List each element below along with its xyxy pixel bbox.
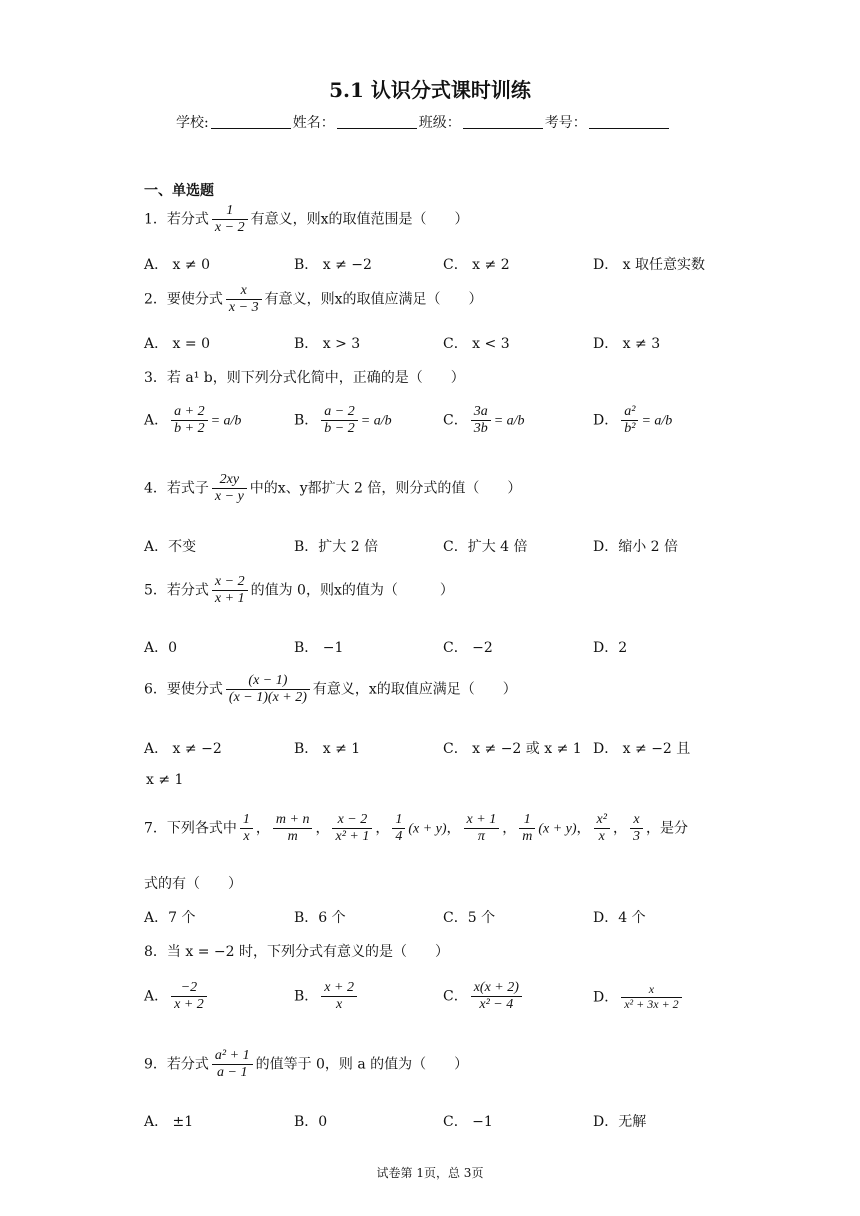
numerator: x²: [594, 812, 610, 829]
option-a: A． ±1: [144, 1114, 194, 1130]
option-label: D．: [593, 989, 619, 1006]
option-b: B．0: [294, 1114, 328, 1130]
fraction: [519, 812, 535, 845]
option-d: [593, 404, 672, 437]
option-c: C． −2: [443, 640, 493, 656]
numerator: a²: [621, 404, 638, 421]
option-b: B． x ≠ −2: [294, 257, 372, 273]
option-label: B．: [294, 988, 319, 1005]
option-d: D．无解: [593, 1114, 647, 1130]
fraction: [594, 812, 610, 845]
number-label: 考号：: [544, 115, 587, 131]
name-blank: [337, 114, 417, 129]
denominator: x + 2: [174, 997, 204, 1013]
equals-expression: = a/b: [360, 413, 392, 429]
denominator: 3: [632, 829, 640, 845]
numerator: −2: [171, 980, 207, 997]
denominator: π: [477, 829, 485, 845]
fraction: [621, 404, 638, 437]
question-text: 的值为 0，则x的值为（ ）: [250, 582, 454, 599]
question-text: 若分式: [166, 211, 209, 228]
fraction: [321, 980, 357, 1013]
option-a: [144, 404, 241, 437]
denominator: 4: [395, 829, 403, 845]
question-4: [144, 472, 521, 505]
denominator: x: [598, 829, 605, 845]
denominator: x − 2: [214, 220, 245, 236]
fraction: [471, 404, 491, 437]
option-d: D．2: [593, 640, 628, 656]
fraction: [332, 812, 372, 845]
question-number: 7．: [144, 820, 167, 837]
numerator: 1: [212, 203, 248, 220]
numerator: x: [630, 812, 643, 829]
option-a: A．7 个: [144, 910, 196, 926]
option-c: [443, 980, 525, 1013]
numerator: a² + 1: [212, 1048, 253, 1065]
option-a: A．不变: [144, 539, 197, 555]
question-text: 若分式: [166, 1056, 209, 1073]
fraction: [630, 812, 643, 845]
option-d: D．缩小 2 倍: [593, 539, 679, 555]
question-number: 4．: [144, 480, 167, 497]
number-blank: [589, 114, 669, 129]
denominator: x² + 1: [335, 829, 370, 845]
denominator: 3b: [473, 421, 488, 437]
math-term: (x + y): [538, 821, 577, 837]
option-d: D．4 个: [593, 910, 646, 926]
option-b: B．6 个: [294, 910, 346, 926]
question-text: ，是分: [645, 820, 688, 837]
numerator: m + n: [273, 812, 313, 829]
question-7-continuation: 式的有（ ）: [144, 876, 242, 892]
numerator: x: [621, 983, 681, 998]
numerator: 1: [392, 812, 405, 829]
numerator: 2xy: [212, 472, 247, 489]
question-text: 有意义，x的取值应满足（ ）: [312, 681, 517, 698]
question-number: 6．: [144, 681, 167, 698]
option-d: D． x 取任意实数: [593, 257, 706, 273]
fraction: [273, 812, 313, 845]
denominator: x − 3: [228, 300, 259, 316]
option-a: A． x ≠ 0: [144, 257, 210, 273]
fraction: [240, 812, 253, 845]
denominator: m: [522, 829, 533, 845]
option-c: C． x < 3: [443, 336, 510, 352]
fraction: [621, 983, 681, 1012]
option-label: C．: [443, 412, 468, 429]
option-d-continuation: x ≠ 1: [146, 772, 184, 788]
page-footer: 试卷第 1页，总 3页: [376, 1166, 484, 1180]
question-text: 有意义，则x的取值应满足（ ）: [264, 291, 483, 308]
math-term: (x + y): [408, 821, 447, 837]
denominator: (x − 1)(x + 2): [228, 690, 307, 706]
name-label: 姓名：: [292, 115, 335, 131]
option-c: [443, 404, 525, 437]
fraction: [212, 203, 248, 236]
question-text: 有意义，则x的取值范围是（ ）: [250, 211, 469, 228]
option-b: B． x ≠ 1: [294, 741, 361, 757]
equals-expression: = a/b: [210, 413, 242, 429]
question-3: [144, 367, 465, 387]
denominator: x: [336, 997, 343, 1013]
question-number: 9．: [144, 1056, 167, 1073]
page-title: 5.1 认识分式课时训练: [329, 78, 531, 102]
option-c: C． x ≠ −2 或 x ≠ 1: [443, 741, 582, 757]
numerator: a + 2: [171, 404, 207, 421]
question-text: 若分式: [166, 582, 209, 599]
school-label: 学校:: [176, 115, 209, 131]
equals-expression: = a/b: [493, 413, 525, 429]
option-c: C．5 个: [443, 910, 496, 926]
fraction: [226, 283, 262, 316]
numerator: x: [226, 283, 262, 300]
denominator: x − y: [214, 489, 244, 505]
denominator: x: [243, 829, 250, 845]
question-text: 要使分式: [166, 291, 223, 308]
question-text: 当 x = −2 时，下列分式有意义的是（ ）: [166, 944, 449, 960]
question-number: 8．: [144, 944, 167, 960]
section-heading: 一、单选题: [144, 183, 214, 199]
option-c: C． −1: [443, 1114, 493, 1130]
student-info-line: [176, 112, 671, 132]
numerator: x + 2: [321, 980, 357, 997]
option-label: A．: [144, 988, 169, 1005]
fraction: [171, 980, 207, 1013]
question-8: [144, 941, 449, 961]
denominator: b − 2: [324, 421, 355, 437]
question-1: [144, 203, 469, 236]
option-c: C．扩大 4 倍: [443, 539, 528, 555]
option-d: D． x ≠ 3: [593, 336, 661, 352]
option-a: A． x = 0: [144, 336, 210, 352]
numerator: 1: [519, 812, 535, 829]
question-text: 若 a¹ b，则下列分式化简中，正确的是（ ）: [166, 370, 465, 386]
fraction: [212, 472, 247, 505]
fraction: [212, 1048, 253, 1081]
option-b: [294, 980, 360, 1013]
denominator: a − 1: [217, 1065, 248, 1081]
fraction: [171, 404, 207, 437]
question-number: 3．: [144, 370, 167, 386]
question-text: 的值等于 0，则 a 的值为（ ）: [255, 1056, 469, 1073]
numerator: (x − 1): [226, 673, 310, 690]
question-7: 7．下列各式中 $\frac{1}{x}$ ， $\frac{m + n}{m}$ ， $\frac{x - 2}{\text{x² + 1}}$ ， $\frac{1}{4}$ (x + y)， $\frac{x + 1}{\pi}$ ， $\frac{1}{m}$ (x + y)， $\frac{\text{x²}}{x}$ ， $\frac{x}{3}$ ，是分: [144, 812, 688, 845]
question-number: 1．: [144, 211, 167, 228]
option-label: A．: [144, 412, 169, 429]
question-text: 中的x、y都扩大 2 倍，则分式的值（ ）: [249, 480, 522, 497]
question-9: [144, 1048, 468, 1081]
school-blank: [211, 114, 291, 129]
numerator: a − 2: [321, 404, 357, 421]
question-2: [144, 283, 483, 316]
option-a: A． x ≠ −2: [144, 741, 222, 757]
denominator: m: [287, 829, 298, 845]
question-6: [144, 673, 517, 706]
option-c: C． x ≠ 2: [443, 257, 510, 273]
fraction: [392, 812, 405, 845]
option-label: D．: [593, 412, 619, 429]
option-b: [294, 404, 392, 437]
denominator: b + 2: [174, 421, 205, 437]
question-number: 2．: [144, 291, 167, 308]
fraction: [464, 812, 500, 845]
question-5: [144, 574, 454, 607]
option-label: C．: [443, 988, 468, 1005]
fraction: [212, 574, 248, 607]
denominator: x + 1: [214, 591, 245, 607]
option-b: B． −1: [294, 640, 344, 656]
option-d: D． x ≠ −2 且: [593, 741, 691, 757]
class-blank: [463, 114, 543, 129]
question-text: 下列各式中: [166, 820, 237, 837]
option-a: [144, 980, 210, 1013]
fraction: [226, 673, 310, 706]
denominator: x² − 4: [479, 997, 514, 1013]
option-label: B．: [294, 412, 319, 429]
fraction: [321, 404, 357, 437]
option-b: B．扩大 2 倍: [294, 539, 379, 555]
numerator: 1: [240, 812, 253, 829]
question-text: 要使分式: [166, 681, 223, 698]
fraction: [471, 980, 522, 1013]
denominator: b²: [624, 421, 636, 437]
question-text: 若式子: [166, 480, 209, 497]
equals-expression: = a/b: [641, 413, 673, 429]
class-label: 班级：: [418, 115, 461, 131]
option-d: [593, 983, 685, 1012]
question-number: 5．: [144, 582, 167, 599]
numerator: x − 2: [212, 574, 248, 591]
denominator: x² + 3x + 2: [624, 996, 679, 1011]
numerator: 3a: [471, 404, 491, 421]
option-a: A．0: [144, 640, 178, 656]
option-b: B． x > 3: [294, 336, 361, 352]
numerator: x(x + 2): [471, 980, 522, 997]
numerator: x − 2: [332, 812, 372, 829]
numerator: x + 1: [464, 812, 500, 829]
